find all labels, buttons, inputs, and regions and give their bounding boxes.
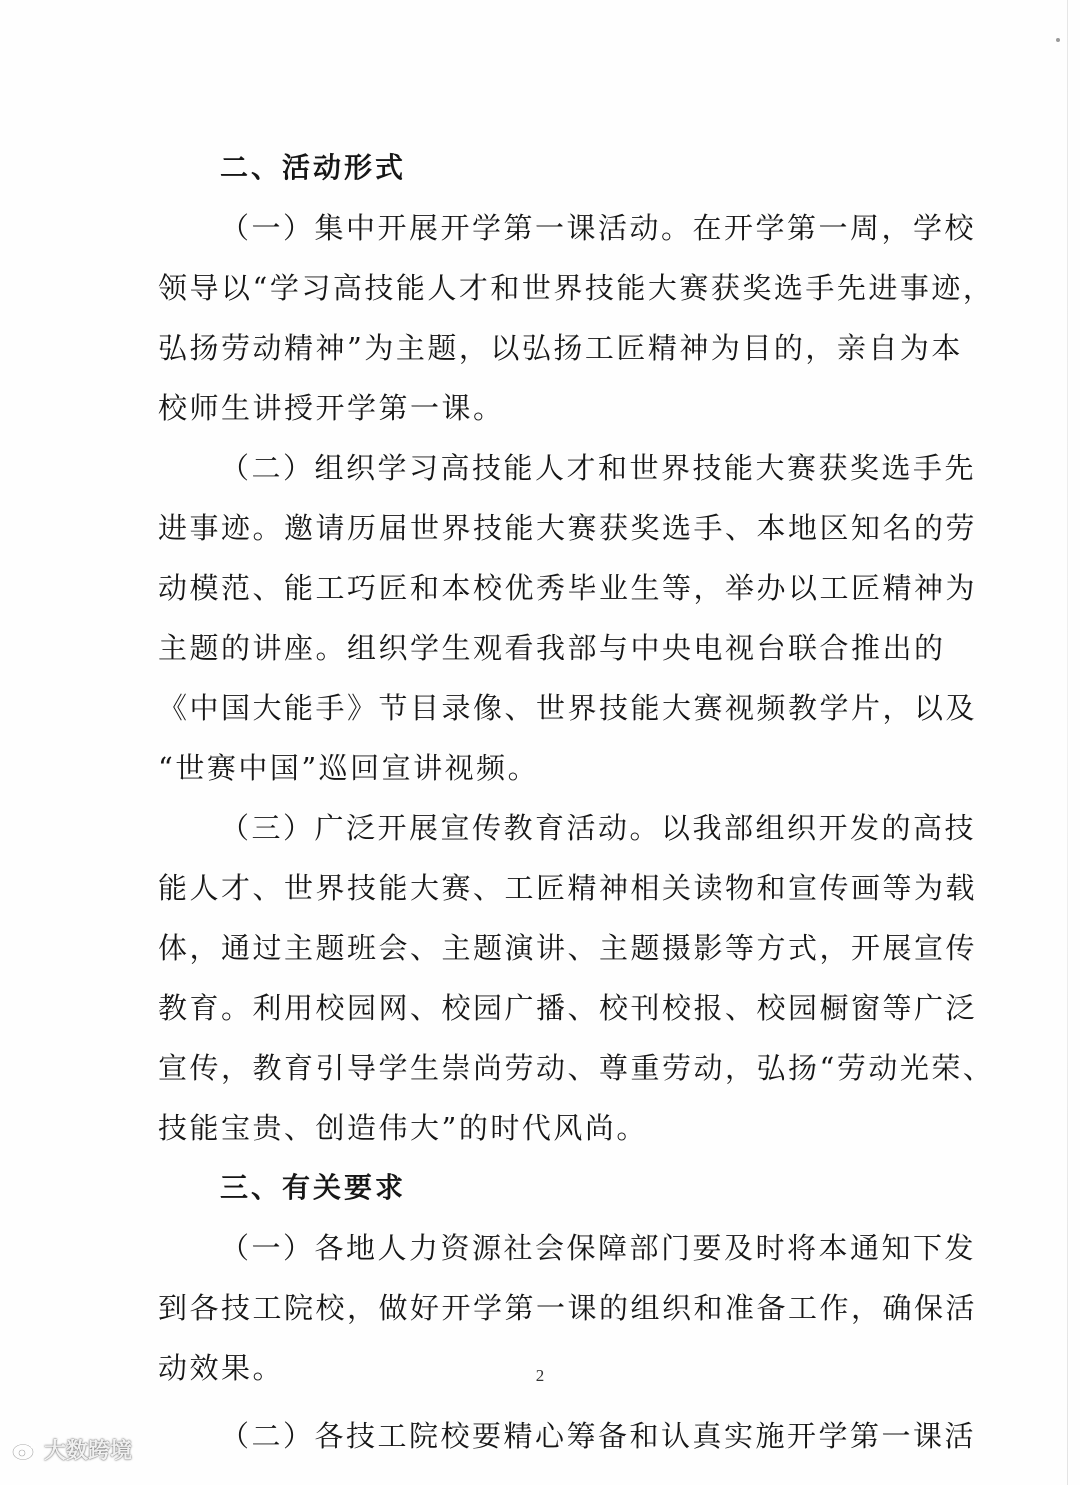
paragraph-line: 主题的讲座。组织学生观看我部与中央电视台联合推出的	[158, 631, 946, 665]
paragraph-line: 弘扬劳动精神”为主题，以弘扬工匠精神为目的，亲自为本	[158, 331, 963, 365]
page-number: 2	[535, 1366, 545, 1385]
paragraph-line: （三）广泛开展宣传教育活动。以我部组织开发的高技	[220, 811, 977, 845]
paragraph-line: 动模范、能工巧匠和本校优秀毕业生等，举办以工匠精神为	[158, 571, 978, 605]
document-body	[158, 138, 995, 1466]
paragraph-line: （一）各地人力资源社会保障部门要及时将本通知下发	[220, 1231, 977, 1265]
paragraph-line: “世赛中国”巡回宣讲视频。	[158, 751, 540, 785]
watermark	[12, 1434, 132, 1465]
section-heading: 二、活动形式	[220, 151, 407, 184]
paragraph-line: 到各技工院校，做好开学第一课的组织和准备工作，确保活	[158, 1291, 978, 1325]
paragraph-line: （一）集中开展开学第一课活动。在开学第一周，学校	[220, 211, 977, 245]
section-heading: 三、有关要求	[220, 1171, 407, 1204]
paragraph-line: 校师生讲授开学第一课。	[158, 391, 505, 425]
paragraph-line: （二）各技工院校要精心筹备和认真实施开学第一课活	[220, 1419, 977, 1453]
paragraph-line: 技能宝贵、创造伟大”的时代风尚。	[158, 1111, 648, 1145]
paragraph-line: 进事迹。邀请历届世界技能大赛获奖选手、本地区知名的劳	[158, 511, 978, 545]
paragraph-line: 《中国大能手》节目录像、世界技能大赛视频教学片，以及	[158, 691, 978, 725]
paragraph-gap	[158, 1398, 888, 1406]
paragraph-line: （二）组织学习高技能人才和世界技能大赛获奖选手先	[220, 451, 977, 485]
paragraph-line: 领导以“学习高技能人才和世界技能大赛获奖选手先进事迹，	[158, 271, 995, 305]
watermark-text: 大数跨境	[44, 1439, 133, 1464]
paragraph-line: 体，通过主题班会、主题演讲、主题摄影等方式，开展宣传	[158, 931, 978, 965]
paragraph-line: 能人才、世界技能大赛、工匠精神相关读物和宣传画等为载	[158, 871, 978, 905]
paragraph-line: 动效果。	[158, 1351, 285, 1385]
scan-speck	[1056, 38, 1060, 42]
paragraph-line: 宣传，教育引导学生崇尚劳动、尊重劳动，弘扬“劳动光荣、	[158, 1051, 995, 1085]
paragraph-line: 教育。利用校园网、校园广播、校刊校报、校园橱窗等广泛	[158, 991, 978, 1025]
weibo-logo-icon	[12, 1439, 38, 1461]
scan-edge-line	[1067, 0, 1068, 1485]
